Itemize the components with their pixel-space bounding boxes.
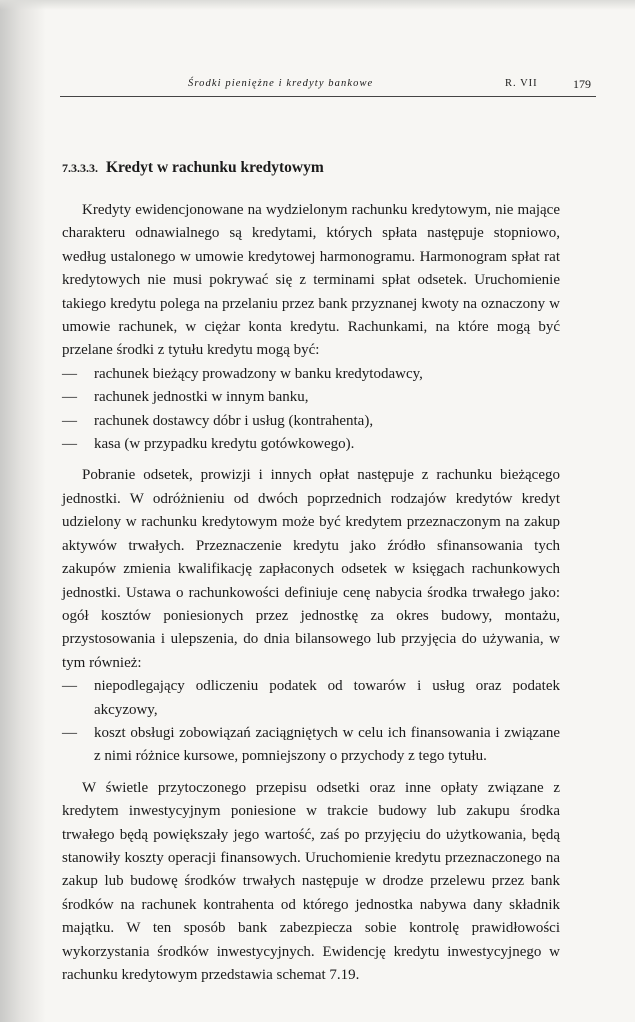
running-title: Środki pieniężne i kredyty bankowe: [188, 78, 374, 89]
section-title: Kredyt w rachunku kredytowym: [106, 159, 324, 176]
dash-bullet: —: [62, 365, 77, 382]
running-header: [0, 76, 635, 96]
header-rule: [60, 96, 596, 97]
dash-bullet: —: [62, 389, 77, 406]
dash-bullet: —: [62, 412, 77, 429]
page-number: 179: [573, 77, 591, 91]
paragraph-2: Pobranie odsetek, prowizji i innych opłat następuje z rachunku bieżącego jednostki. W odróżnieniu od dwóch poprzednich rodzajów kredytów kredyt udzielony w rachunku kredytowym może być kredytem przeznaczonym na zakup aktywów trwałych. Przeznaczenie kredytu jako źródło sfinansowania tych zakupów zmienia kwalifikację zapłaconych odsetek w księgach rachunkowych jednostki. Ustawa o rachunkowości definiuje cenę nabycia środka trwałego jako: ogół kosztów poniesionych przez jednostkę za okres budowy, montażu, przystosowania i ulepszenia, do dnia bilansowego lub przyjęcia do używania, w tym również:: [62, 467, 560, 671]
dash-bullet: —: [62, 724, 77, 741]
list-item-text: kasa (w przypadku kredytu gotówkowego).: [94, 436, 355, 453]
list-item: [62, 675, 560, 722]
dash-bullet: —: [62, 436, 77, 453]
list-item: [62, 410, 560, 433]
paragraph-1: Kredyty ewidencjonowane na wydzielonym rachunku kredytowym, nie mające charakteru odnawialnego są kredytami, których spłata następuje stopniowo, według ustalonego w umowie kredytowej harmonogramu. Harmonogram spłat rat kredytowych nie musi pokrywać się z terminami spłat odsetek. Uruchomienie takiego kredytu polega na przelaniu przez bank przyznanej kwoty na oznaczony w umowie rachunek, w ciężar konta kredytu. Rachunkami, na które mogą być przelane środki z tytułu kredytu mogą być:: [62, 202, 560, 359]
section-number: 7.3.3.3.: [62, 161, 98, 175]
list-item-text: niepodlegający odliczeniu podatek od towarów i usług oraz podatek akcyzowy,: [94, 678, 560, 718]
paragraph-gap: [62, 456, 560, 464]
list-item: [62, 433, 560, 456]
page-binding-shadow: [0, 0, 46, 1022]
section-heading: [62, 159, 324, 177]
list-item-text: rachunek bieżący prowadzony w banku kredytodawcy,: [94, 365, 423, 382]
list-item-text: rachunek jednostki w innym banku,: [94, 389, 309, 406]
paragraph-3: W świetle przytoczonego przepisu odsetki oraz inne opłaty związane z kredytem inwestycyjnym poniesione w trakcie budowy lub zakupu środka trwałego będą powiększały jego wartość, zaś po przyjęciu do użytkowania, będą stanowiły koszty operacji finansowych. Uruchomienie kredytu przeznaczonego na zakup lub budowę środków trwałych następuje w drodze przelewu przez bank środków na rachunek kontrahenta od którego jednostka nabywa dany składnik majątku. W ten sposób bank zabezpiecza sobie kontrolę prawidłowości wykorzystania środków inwestycyjnych. Ewidencję kredytu inwestycyjnego w rachunku kredytowym przedstawia schemat 7.19.: [62, 779, 560, 983]
list-item-text: koszt obsługi zobowiązań zaciągniętych w celu ich finansowania i związane z nimi różnice kursowe, pomniejszony o przychody z tego tytułu.: [94, 724, 560, 765]
list-item: [62, 722, 560, 769]
list-item: [62, 363, 560, 386]
chapter-label: R. VII: [505, 78, 538, 89]
account-list: [62, 363, 560, 457]
cost-list: [62, 675, 560, 769]
dash-bullet: —: [62, 678, 77, 695]
paragraph-gap: [62, 769, 560, 777]
list-item-text: rachunek dostawcy dóbr i usług (kontrahenta),: [94, 412, 374, 429]
list-item: [62, 386, 560, 409]
body-text: [62, 199, 560, 987]
page-top-shadow: [0, 0, 635, 10]
